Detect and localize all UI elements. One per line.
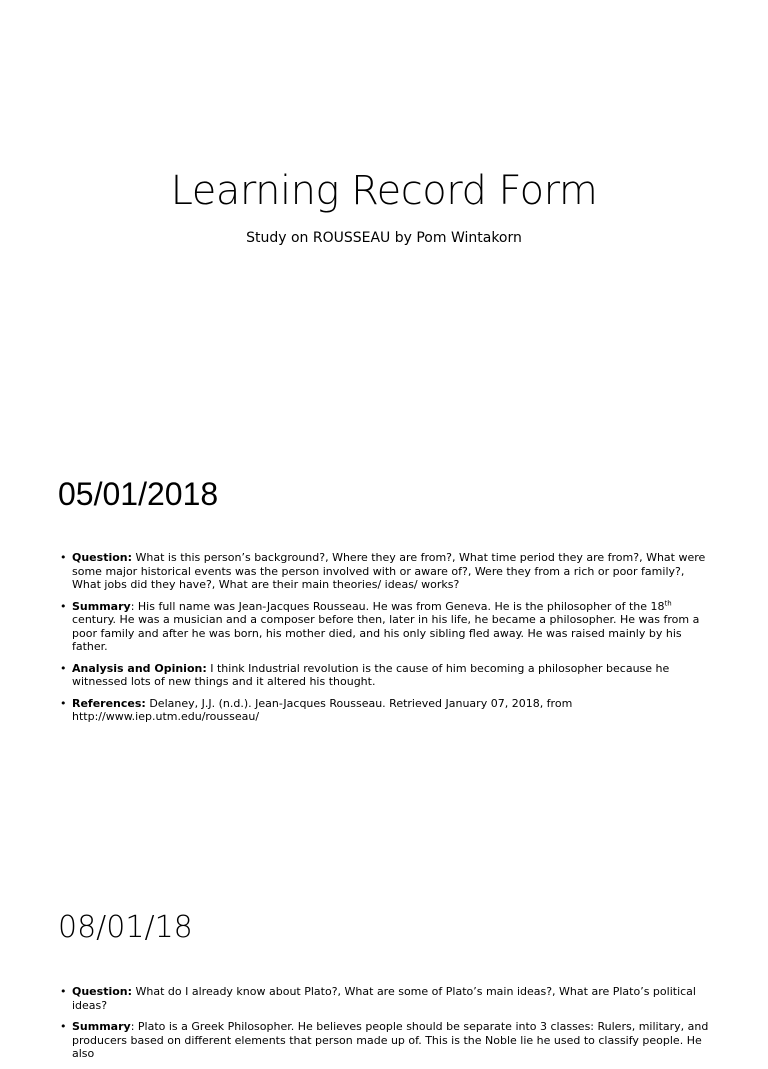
references-text: Delaney, J.J. (n.d.). Jean-Jacques Rousseau. Retrieved January 07, 2018, from http://www.iep.utm.edu/rousseau/ <box>72 696 573 723</box>
entry-date-2: 08/01/18 <box>58 910 193 945</box>
references-item <box>58 697 714 724</box>
question-text: What is this person’s background?, Where they are from?, What time period they are from?, What were some major historical events was the person involved with or aware of?, Were they from a rich or poor family?, What jobs did they have?, What are their main theories/ ideas/ works? <box>72 551 706 591</box>
analysis-text: I think Industrial revolution is the cause of him becoming a philosopher because he witnessed lots of new things and it altered his thought. <box>72 661 670 688</box>
entry-1-list <box>58 551 714 732</box>
summary-text-post: century. He was a musician and a composer before then, later in his life, he became a philosopher. He was from a poor family and after he was born, his mother died, and his only sibling fled away. He was raised mainly by his father. <box>72 613 700 653</box>
question-item <box>58 551 714 592</box>
analysis-label: Analysis and Opinion: <box>72 661 207 675</box>
summary-superscript: th <box>664 598 672 607</box>
entry-date-1: 05/01/2018 <box>58 476 219 512</box>
summary-text-pre: : His full name was Jean-Jacques Rousseau. He was from Geneva. He is the philosopher of the 18 <box>130 599 665 613</box>
question-text: What do I already know about Plato?, What are some of Plato’s main ideas?, What are Plato’s political ideas? <box>72 985 696 1012</box>
summary-label: Summary <box>72 1020 131 1033</box>
document-subtitle: Study on ROUSSEAU by Pom Wintakorn <box>246 230 522 246</box>
entry-2-list <box>58 985 714 1069</box>
question-label: Question: <box>72 551 133 564</box>
question-item <box>58 985 714 1012</box>
question-label: Question: <box>72 985 133 998</box>
analysis-item <box>58 662 714 689</box>
summary-item <box>58 600 714 654</box>
summary-label: Summary <box>72 599 131 613</box>
references-label: References: <box>72 696 146 710</box>
summary-item <box>58 1020 714 1061</box>
summary-text: : Plato is a Greek Philosopher. He believes people should be separate into 3 classes: Rulers, military, and producers based on different elements that person made up of. This is the Noble lie he used to classify people. He also <box>72 1020 709 1060</box>
document-title: Learning Record Form <box>170 168 598 214</box>
